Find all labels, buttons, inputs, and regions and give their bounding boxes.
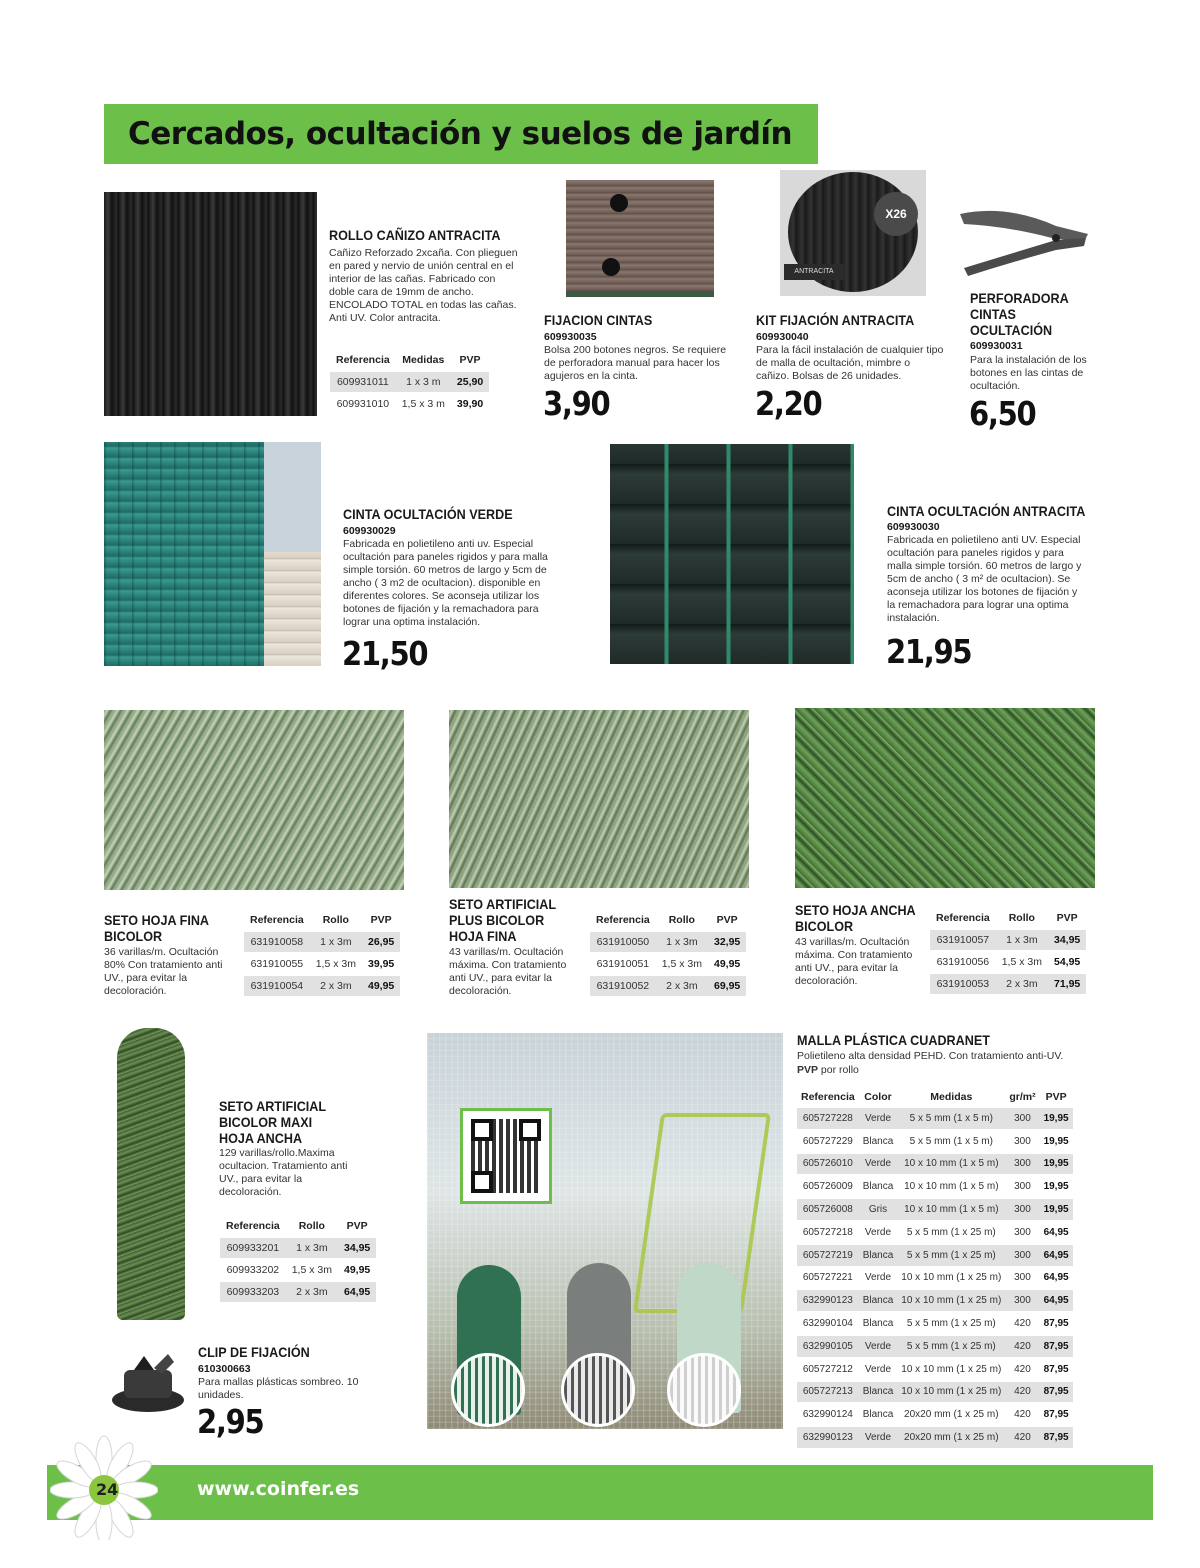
canizo-table: [330, 350, 489, 416]
table-header: PVP: [716, 914, 738, 926]
table-row: 609931010 1,5 x 3 m 39,90: [336, 398, 484, 410]
table-row: 605727213 Blanca 10 x 10 mm (1 x 25 m) 420 87,95: [797, 1382, 1073, 1403]
table-row: 631910051 1,5 x 3m 49,95: [596, 958, 741, 970]
table-row: 605727218 Verde 5 x 5 mm (1 x 25 m) 300 64,95: [802, 1226, 1069, 1238]
table-header: Medidas: [402, 354, 445, 366]
table-row: 605726009 Blanca 10 x 10 mm (1 x 5 m) 300 19,95: [802, 1181, 1069, 1193]
table-header: gr/m²: [1009, 1091, 1036, 1103]
fijacion-code: 609930035: [544, 331, 597, 343]
table-row: 605727219 Blanca 5 x 5 mm (1 x 25 m) 300 64,95: [797, 1245, 1073, 1266]
table-row: 631910057 1 x 3m 34,95: [930, 930, 1086, 950]
cinta-antracita-title: CINTA OCULTACIÓN ANTRACITA: [887, 503, 1086, 519]
seto-fina-title-1: SETO HOJA FINA: [104, 912, 210, 928]
table-row: 632990123 Verde 20x20 mm (1 x 25 m) 420 87,95: [797, 1427, 1073, 1448]
table-row: 632990123 Blanca 10 x 10 mm (1 x 25 m) 300 64,95: [797, 1290, 1073, 1311]
table-row: 631910053 2 x 3m 71,95: [930, 974, 1086, 994]
table-header: PVP: [459, 354, 481, 366]
malla-title: MALLA PLÁSTICA CUADRANET: [797, 1032, 990, 1048]
canizo-image: [104, 192, 317, 416]
table-row: 605726008 Gris 10 x 10 mm (1 x 5 m) 300 19,95: [797, 1199, 1073, 1220]
table-header: Referencia: [336, 354, 390, 366]
table-header: Medidas: [930, 1091, 973, 1103]
perforadora-desc: Para la instalación de los botones en las cintas de ocultación.: [970, 354, 1087, 392]
table-row: 605727212 Verde 10 x 10 mm (1 x 25 m) 420 87,95: [802, 1363, 1069, 1375]
perforadora-title-3: OCULTACIÓN: [970, 322, 1053, 338]
kit-label: ANTRACITA: [784, 264, 844, 280]
cinta-antracita-image: [610, 444, 854, 664]
table-row: 609933202 1,5 x 3m 49,95: [226, 1264, 371, 1276]
page-title: Cercados, ocultación y suelos de jardín: [128, 116, 793, 152]
clip-code: 610300663: [198, 1363, 251, 1375]
canizo-desc: Cañizo Reforzado 2xcaña. Con plieguen en pared y nervio de unión central en el interior de las cañas. Fabricado con doble cara de 19mm de ancho. ENCOLADO TOTAL en todas las cañas. Anti UV. Color antracita.: [329, 247, 518, 324]
table-row: 605727229 Blanca 5 x 5 mm (1 x 5 m) 300 19,95: [802, 1135, 1069, 1147]
kit-badge: X26: [874, 192, 918, 236]
seto-plus-title-2: PLUS BICOLOR: [449, 912, 545, 928]
cinta-antracita-desc: Fabricada en polietileno anti UV. Especial ocultación para paneles rigidos y para malla simple torsión. 60 metros de largo y 5cm de ancho ( 3 m² de ocultacion). Se aconseja utilizar los botones de fijación y la remachadora para lograr una optima instalación.: [887, 534, 1082, 624]
page-number: 24: [96, 1480, 119, 1499]
clip-price: 2,95: [197, 1402, 264, 1441]
seto-maxi-title-2: BICOLOR MAXI: [219, 1114, 313, 1130]
perforadora-title-1: PERFORADORA: [970, 290, 1069, 306]
fijacion-desc: Bolsa 200 botones negros. Se requiere de perforadora manual para hacer los agujeros en la cinta.: [544, 344, 727, 382]
malla-desc: Polietileno alta densidad PEHD. Con tratamiento anti-UV.: [797, 1050, 1064, 1062]
table-header: PVP: [1056, 912, 1078, 924]
pliers-icon: [956, 200, 1096, 280]
seto-ancha-title-2: BICOLOR: [795, 918, 854, 934]
perforadora-price: 6,50: [969, 394, 1036, 433]
malla-desc-2: PVP por rollo: [797, 1064, 859, 1076]
seto-maxi-desc: 129 varillas/rollo.Maxima ocultacion. Tratamiento anti UV., para evitar la decoloración.: [219, 1147, 348, 1198]
qr-code-icon: [460, 1108, 552, 1204]
fijacion-image: [566, 180, 714, 297]
seto-plus-title-1: SETO ARTIFICIAL: [449, 896, 557, 912]
table-row: 632990124 Blanca 20x20 mm (1 x 25 m) 420 87,95: [802, 1409, 1069, 1421]
canizo-title: ROLLO CAÑIZO ANTRACITA: [329, 227, 501, 243]
malla-image: [427, 1033, 783, 1429]
seto-plus-title-3: HOJA FINA: [449, 928, 517, 944]
cinta-antracita-price: 21,95: [886, 632, 972, 671]
kit-price: 2,20: [755, 384, 822, 423]
clip-title: CLIP DE FIJACIÓN: [198, 1344, 310, 1360]
clip-desc: Para mallas plásticas sombreo. 10 unidades.: [198, 1376, 359, 1401]
seto-plus-desc: 43 varillas/m. Ocultación máxima. Con tratamiento anti UV., para evitar la decoloración.: [449, 946, 567, 997]
cinta-verde-code: 609930029: [343, 525, 396, 537]
kit-desc: Para la fácil instalación de cualquier tipo de malla de ocultación, mimbre o cañizo. Bolsas de 26 unidades.: [756, 344, 944, 382]
seto-maxi-image: [117, 1028, 185, 1320]
perforadora-title-2: CINTAS: [970, 306, 1016, 322]
seto-plus-image: [449, 710, 749, 888]
seto-ancha-image: [795, 708, 1095, 888]
table-header: Rollo: [298, 1220, 325, 1232]
seto-fina-desc: 36 varillas/m. Ocultación 80% Con tratamiento anti UV., para evitar la decoloración.: [104, 946, 223, 997]
table-header: Referencia: [936, 912, 990, 924]
table-row: 609931011 1 x 3 m 25,90: [330, 372, 489, 392]
table-row: 632990105 Verde 5 x 5 mm (1 x 25 m) 420 87,95: [797, 1336, 1073, 1357]
cinta-verde-title: CINTA OCULTACIÓN VERDE: [343, 506, 513, 522]
footer-url-link[interactable]: www.coinfer.es: [197, 1478, 360, 1500]
seto-fina-image: [104, 710, 404, 890]
seto-maxi-title-3: HOJA ANCHA: [219, 1130, 303, 1146]
seto-ancha-desc: 43 varillas/m. Ocultación máxima. Con tratamiento anti UV., para evitar la decoloración.: [795, 936, 913, 987]
table-row: 605727221 Verde 10 x 10 mm (1 x 25 m) 300 64,95: [802, 1272, 1069, 1284]
table-row: 631910058 1 x 3m 26,95: [244, 932, 400, 952]
table-header: Rollo: [668, 914, 695, 926]
table-header: Rollo: [1008, 912, 1035, 924]
table-row: 605726010 Verde 10 x 10 mm (1 x 5 m) 300 19,95: [797, 1154, 1073, 1175]
kit-image: [780, 170, 926, 296]
kit-title: KIT FIJACIÓN ANTRACITA: [756, 312, 915, 328]
header-banner: [104, 104, 818, 164]
table-header: Referencia: [596, 914, 650, 926]
perforadora-image: [956, 200, 1096, 280]
perforadora-code: 609930031: [970, 340, 1023, 352]
cinta-verde-image: [104, 442, 321, 666]
seto-plus-table: [590, 910, 746, 998]
table-header: PVP: [370, 914, 392, 926]
table-row: 631910056 1,5 x 3m 54,95: [936, 956, 1081, 968]
clip-icon: [104, 1352, 194, 1418]
table-header: Referencia: [801, 1091, 855, 1103]
clip-image: [104, 1352, 194, 1418]
table-row: 632990104 Blanca 5 x 5 mm (1 x 25 m) 420 87,95: [802, 1318, 1069, 1330]
seto-ancha-title-1: SETO HOJA ANCHA: [795, 902, 916, 918]
table-row: 605727228 Verde 5 x 5 mm (1 x 5 m) 300 19,95: [797, 1108, 1073, 1129]
seto-fina-title-2: BICOLOR: [104, 928, 163, 944]
table-header: Referencia: [250, 914, 304, 926]
table-header: Color: [864, 1091, 892, 1103]
seto-fina-table: [244, 910, 400, 998]
seto-ancha-table: [930, 908, 1086, 996]
table-row: 631910050 1 x 3m 32,95: [590, 932, 746, 952]
table-header: Referencia: [226, 1220, 280, 1232]
table-row: 631910054 2 x 3m 49,95: [244, 976, 400, 996]
table-row: 609933201 1 x 3m 34,95: [220, 1238, 376, 1258]
table-header: Rollo: [322, 914, 349, 926]
table-header: PVP: [1045, 1091, 1067, 1103]
cinta-verde-price: 21,50: [342, 634, 428, 673]
table-row: 631910055 1,5 x 3m 39,95: [250, 958, 395, 970]
fijacion-title: FIJACION CINTAS: [544, 312, 653, 328]
table-header: PVP: [346, 1220, 368, 1232]
cinta-antracita-code: 609930030: [887, 521, 940, 533]
cinta-verde-desc: Fabricada en polietileno anti uv. Especial ocultación para paneles rigidos y para malla simple torsión. 60 metros de largo y 5cm de ancho ( 3 m2 de ocultacion). disponible en diferentes colores. Se aconseja utilizar los botones de fijación y la remachadora para lograr una optima instalación.: [343, 538, 548, 628]
malla-table: [797, 1087, 1073, 1450]
table-row: 631910052 2 x 3m 69,95: [590, 976, 746, 996]
fijacion-price: 3,90: [543, 384, 610, 423]
seto-maxi-title-1: SETO ARTIFICIAL: [219, 1098, 327, 1114]
seto-maxi-table: [220, 1216, 376, 1304]
kit-code: 609930040: [756, 331, 809, 343]
table-row: 609933203 2 x 3m 64,95: [220, 1282, 376, 1302]
